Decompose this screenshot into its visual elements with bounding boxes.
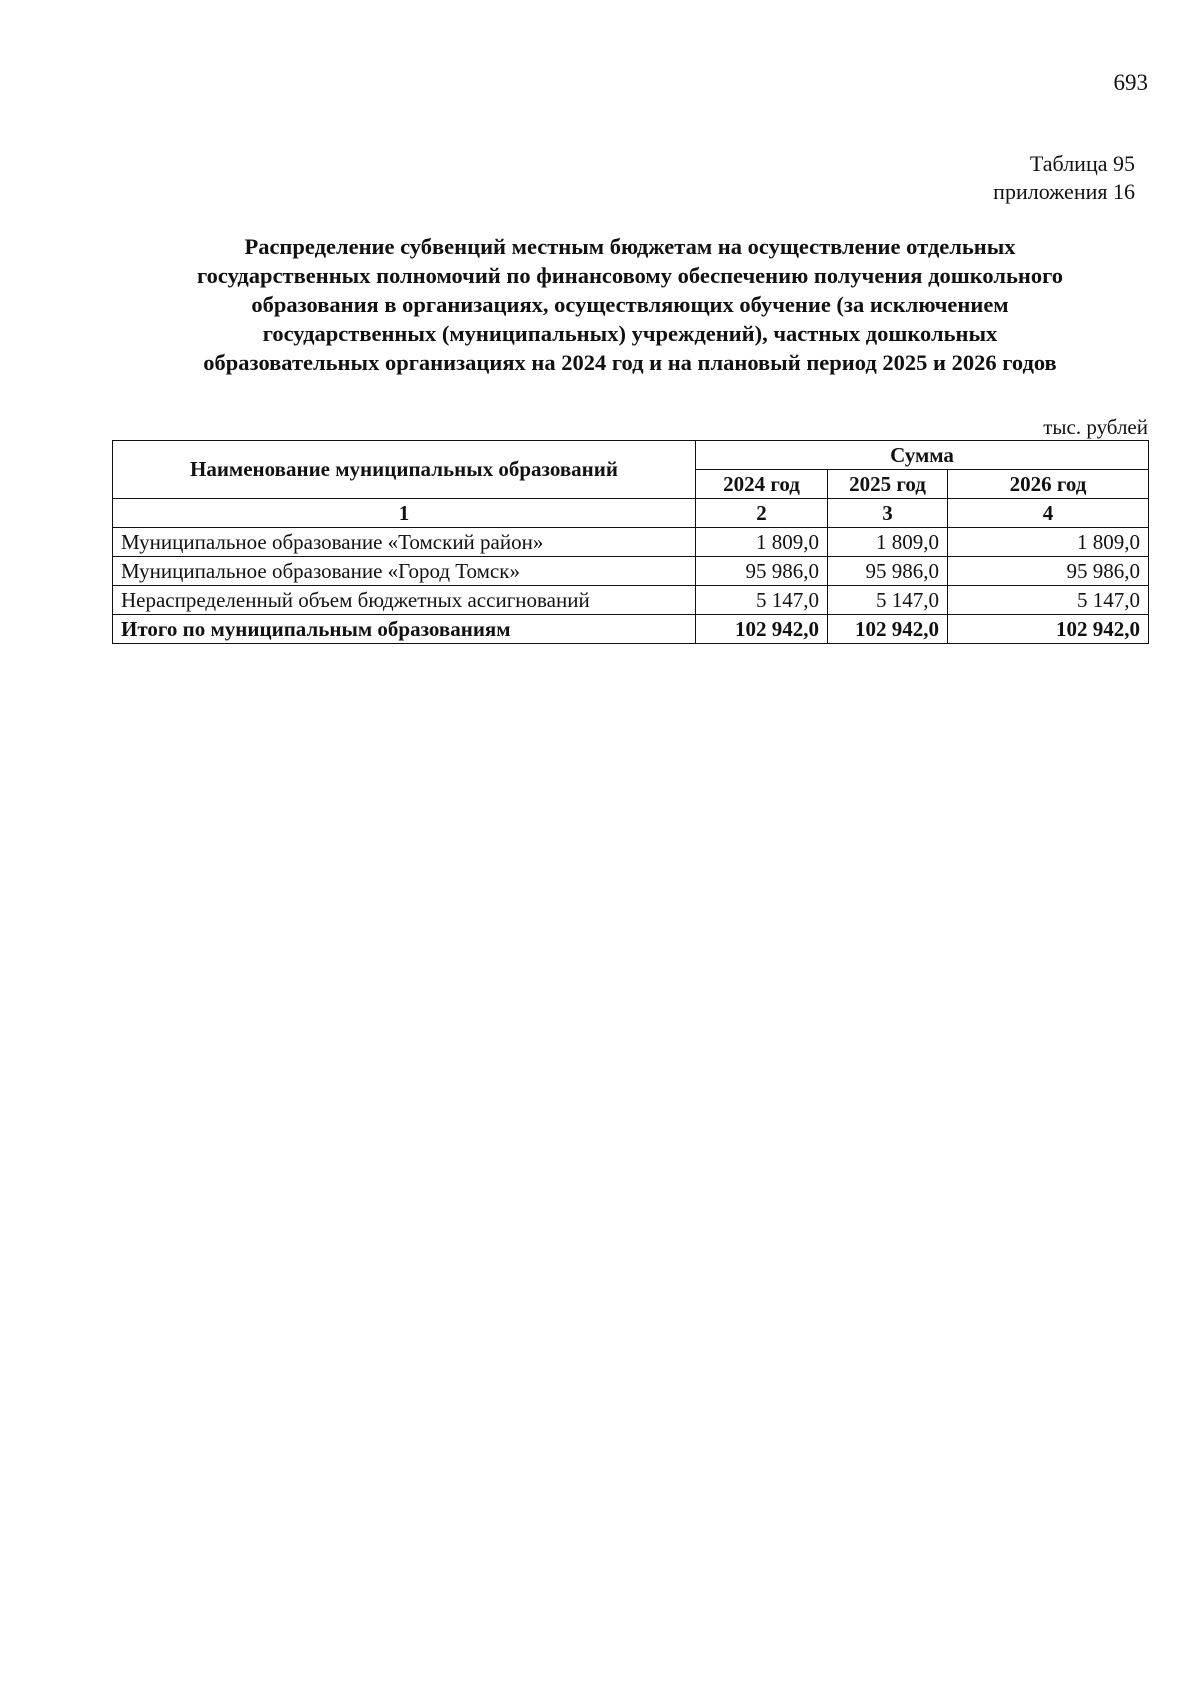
title-line: образования в организациях, осуществляющих обучение (за исключением [251,292,1009,317]
row-value-2024: 1 809,0 [696,528,828,557]
row-value-2026: 1 809,0 [948,528,1149,557]
table-row [113,557,1149,586]
row-name: Нераспределенный объем бюджетных ассигнований [113,586,696,615]
table-number: Таблица 95 [1029,151,1135,176]
column-index: 3 [828,499,948,528]
row-value-2025: 95 986,0 [828,557,948,586]
total-row [113,615,1149,644]
header-year-2025: 2025 год [828,470,948,499]
table-row [113,586,1149,615]
row-name: Муниципальное образование «Город Томск» [113,557,696,586]
page-number: 693 [1113,70,1148,95]
total-name: Итого по муниципальным образованиям [113,615,696,644]
document-title [112,232,1148,377]
header-year-2026: 2026 год [948,470,1149,499]
column-index-row [113,499,1149,528]
units-label: тыс. рублей [1043,415,1148,439]
header-year-2024: 2024 год [696,470,828,499]
total-value-2024: 102 942,0 [696,615,828,644]
table-row [113,528,1149,557]
title-line: государственных полномочий по финансовому обеспечению получения дошкольного [197,263,1063,288]
row-value-2024: 5 147,0 [696,586,828,615]
row-value-2025: 5 147,0 [828,586,948,615]
row-value-2026: 5 147,0 [948,586,1149,615]
header-name-column: Наименование муниципальных образований [113,441,696,499]
title-line: образовательных организациях на 2024 год и на плановый период 2025 и 2026 годов [203,350,1057,375]
column-index: 1 [113,499,696,528]
header-sum-group: Сумма [696,441,1149,470]
header-row [113,441,1149,470]
title-line: государственных (муниципальных) учреждений), частных дошкольных [262,321,998,346]
total-value-2025: 102 942,0 [828,615,948,644]
total-value-2026: 102 942,0 [948,615,1149,644]
appendix-number: приложения 16 [993,179,1135,204]
row-value-2025: 1 809,0 [828,528,948,557]
row-value-2024: 95 986,0 [696,557,828,586]
column-index: 2 [696,499,828,528]
row-value-2026: 95 986,0 [948,557,1149,586]
subvention-table [112,440,1149,644]
row-name: Муниципальное образование «Томский район» [113,528,696,557]
title-line: Распределение субвенций местным бюджетам на осуществление отдельных [244,234,1016,259]
table-reference [993,150,1135,206]
column-index: 4 [948,499,1149,528]
